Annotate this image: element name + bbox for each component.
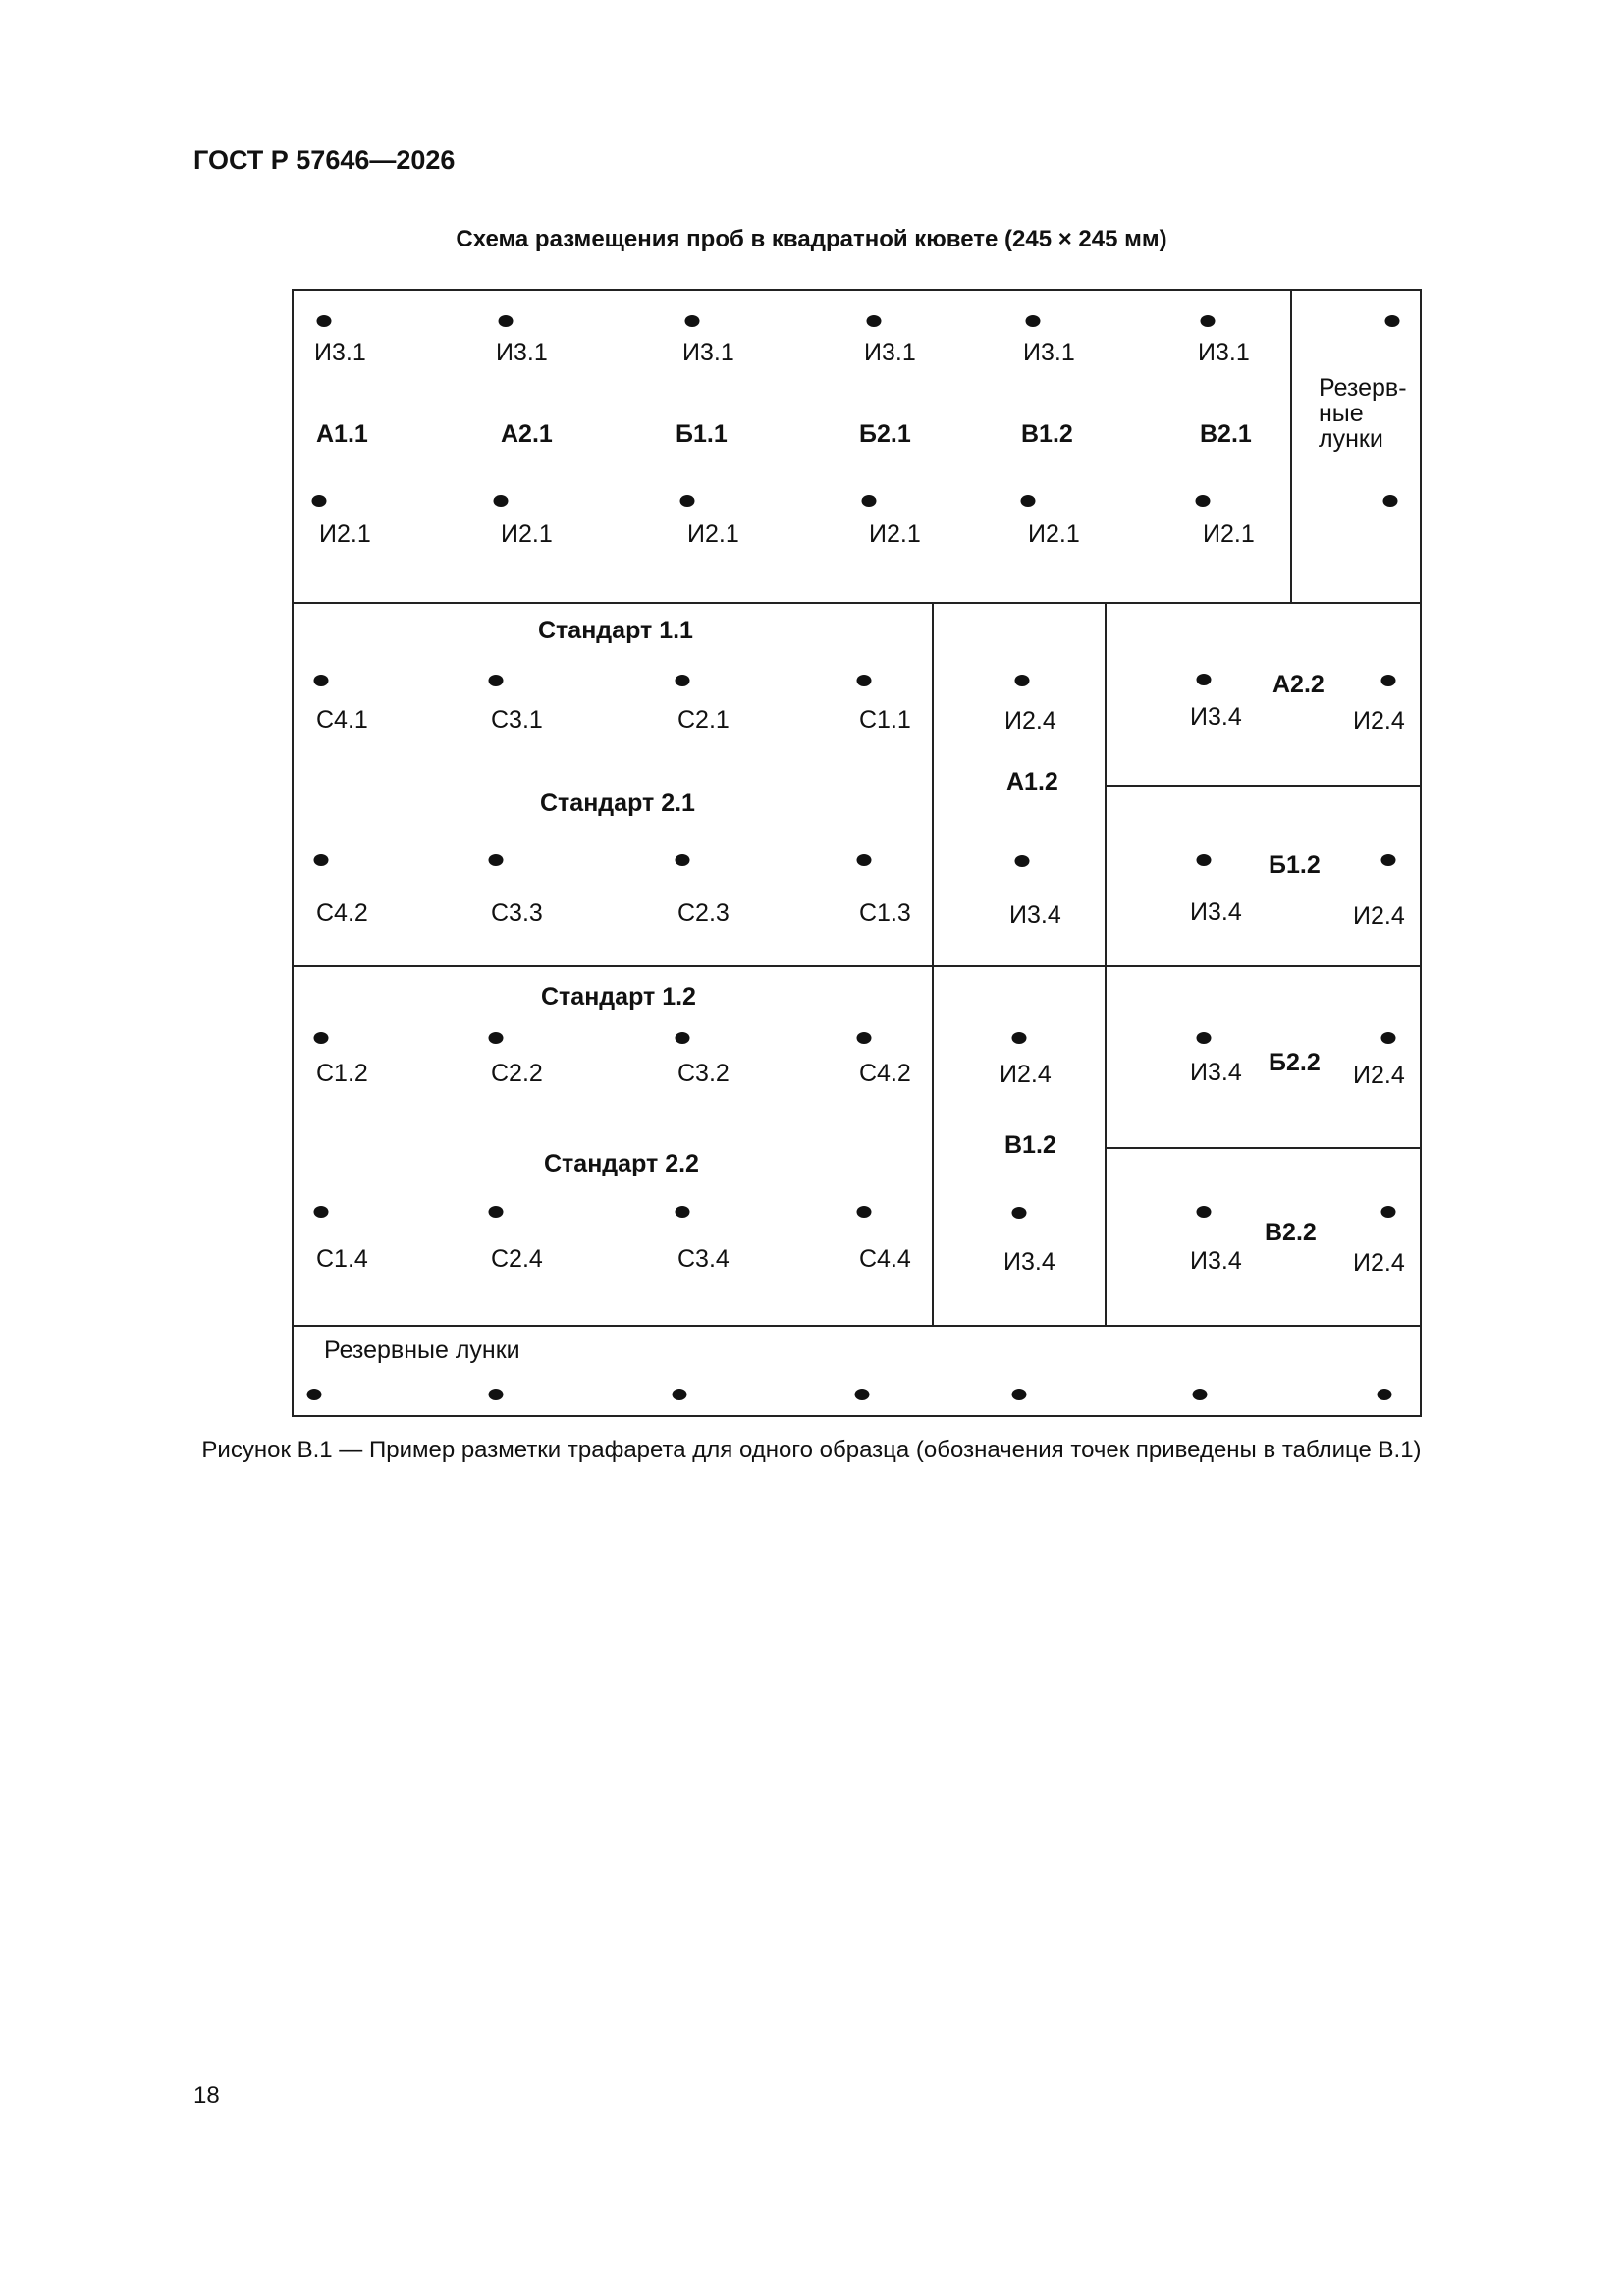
point-label: И3.4 <box>1009 902 1061 929</box>
standard-point-label: С3.1 <box>491 706 543 734</box>
point-label-lower: И2.1 <box>687 520 739 548</box>
standard-well-dot <box>489 675 504 686</box>
standard-title: Стандарт 1.2 <box>541 983 696 1011</box>
sample-label: А2.1 <box>501 420 553 448</box>
standard-well-dot <box>676 1206 690 1218</box>
sample-well-dot <box>317 315 332 327</box>
sample-well-dot <box>1196 495 1211 507</box>
point-label-upper: И3.1 <box>496 339 548 366</box>
sample-well-dot <box>1012 1032 1027 1044</box>
point-label-lower: И2.1 <box>501 520 553 548</box>
point-label: И2.4 <box>1353 902 1405 930</box>
point-label-lower: И2.1 <box>319 520 371 548</box>
standard-title: Стандарт 2.2 <box>544 1150 699 1177</box>
sample-well-dot <box>1381 1206 1396 1218</box>
sample-well-dot <box>312 495 327 507</box>
sample-well-dot <box>1381 675 1396 686</box>
reserve-well-dot <box>1378 1389 1392 1400</box>
document-number: ГОСТ Р 57646—2026 <box>193 145 456 175</box>
standard-well-dot <box>489 1206 504 1218</box>
point-label: И3.4 <box>1190 1247 1242 1275</box>
reserve-well-dot <box>1193 1389 1208 1400</box>
standard-well-dot <box>314 854 329 866</box>
sample-well-dot <box>680 495 695 507</box>
sample-well-dot <box>685 315 700 327</box>
standard-point-label: С2.1 <box>677 706 730 734</box>
sample-label: В2.1 <box>1200 420 1252 448</box>
point-label-upper: И3.1 <box>1198 339 1250 366</box>
sample-well-dot <box>1021 495 1036 507</box>
standard-point-label: С1.2 <box>316 1060 368 1087</box>
standard-well-dot <box>314 675 329 686</box>
point-label-upper: И3.1 <box>864 339 916 366</box>
standard-point-label: С1.3 <box>859 900 911 927</box>
sample-label: Б1.2 <box>1269 851 1321 879</box>
reserve-well-dot <box>1383 495 1398 507</box>
sample-label: А1.1 <box>316 420 368 448</box>
point-label: И2.4 <box>1000 1061 1052 1088</box>
sample-well-dot <box>1015 855 1030 867</box>
standard-title: Стандарт 2.1 <box>540 790 695 817</box>
reserve-well-dot <box>673 1389 687 1400</box>
point-label: И2.4 <box>1353 1062 1405 1089</box>
standard-point-label: С3.3 <box>491 900 543 927</box>
standard-well-dot <box>676 1032 690 1044</box>
reserve-well-dot <box>855 1389 870 1400</box>
point-label: И3.4 <box>1190 703 1242 731</box>
standard-well-dot <box>857 1206 872 1218</box>
point-label: И3.4 <box>1003 1248 1055 1276</box>
reserve-well-dot <box>489 1389 504 1400</box>
standard-point-label: С4.2 <box>316 900 368 927</box>
sample-label: Б1.1 <box>676 420 728 448</box>
sample-well-dot <box>1197 674 1212 685</box>
standard-well-dot <box>489 1032 504 1044</box>
sample-label: Б2.2 <box>1269 1049 1321 1076</box>
reserve-label: Резерв- <box>1319 374 1407 402</box>
sample-label: В1.2 <box>1021 420 1073 448</box>
sample-well-dot <box>499 315 514 327</box>
point-label: И2.4 <box>1353 707 1405 735</box>
standard-well-dot <box>676 675 690 686</box>
point-label-upper: И3.1 <box>314 339 366 366</box>
sample-label: Б2.1 <box>859 420 911 448</box>
page-number: 18 <box>193 2082 220 2108</box>
standard-well-dot <box>314 1032 329 1044</box>
diagram-title: Схема размещения проб в квадратной кювете (245 × 245 мм) <box>456 226 1167 252</box>
standard-point-label: С4.1 <box>316 706 368 734</box>
standard-point-label: С2.2 <box>491 1060 543 1087</box>
sample-well-dot <box>1026 315 1041 327</box>
point-label-lower: И2.1 <box>869 520 921 548</box>
standard-point-label: С4.2 <box>859 1060 911 1087</box>
reserve-well-dot <box>307 1389 322 1400</box>
sample-well-dot <box>1197 1206 1212 1218</box>
point-label-upper: И3.1 <box>1023 339 1075 366</box>
sample-well-dot <box>1197 1032 1212 1044</box>
sample-label: В1.2 <box>1004 1131 1056 1159</box>
standard-point-label: С3.4 <box>677 1245 730 1273</box>
standard-point-label: С2.3 <box>677 900 730 927</box>
sample-well-dot <box>862 495 877 507</box>
reserve-well-dot <box>1385 315 1400 327</box>
sample-well-dot <box>1012 1207 1027 1219</box>
standard-point-label: С4.4 <box>859 1245 911 1273</box>
standard-title: Стандарт 1.1 <box>538 617 693 644</box>
point-label-upper: И3.1 <box>682 339 734 366</box>
grid-lines <box>293 290 1421 1416</box>
reserve-well-dot <box>1012 1389 1027 1400</box>
standard-well-dot <box>857 675 872 686</box>
sample-well-dot <box>1201 315 1216 327</box>
point-label: И2.4 <box>1004 707 1056 735</box>
standard-point-label: С2.4 <box>491 1245 543 1273</box>
sample-label: А2.2 <box>1272 671 1325 698</box>
sample-well-dot <box>1381 1032 1396 1044</box>
sample-label: В2.2 <box>1265 1219 1317 1246</box>
figure-caption: Рисунок В.1 — Пример разметки трафарета для одного образца (обозначения точек приведены в таблице В.1) <box>201 1437 1422 1463</box>
standard-well-dot <box>489 854 504 866</box>
sample-well-dot <box>494 495 509 507</box>
standard-well-dot <box>314 1206 329 1218</box>
point-label-lower: И2.1 <box>1203 520 1255 548</box>
cuvette-outline <box>293 290 1421 1416</box>
standard-well-dot <box>857 1032 872 1044</box>
standard-point-label: С3.2 <box>677 1060 730 1087</box>
sample-well-dot <box>867 315 882 327</box>
standard-point-label: С1.4 <box>316 1245 368 1273</box>
point-label: И3.4 <box>1190 1059 1242 1086</box>
sample-label: А1.2 <box>1006 768 1058 795</box>
standard-well-dot <box>676 854 690 866</box>
reserve-label: ные <box>1319 400 1364 427</box>
standard-well-dot <box>857 854 872 866</box>
reserve-label: лунки <box>1319 425 1383 453</box>
point-label-lower: И2.1 <box>1028 520 1080 548</box>
point-label: И3.4 <box>1190 899 1242 926</box>
sample-well-dot <box>1197 854 1212 866</box>
standard-point-label: С1.1 <box>859 706 911 734</box>
sample-well-dot <box>1381 854 1396 866</box>
sample-well-dot <box>1015 675 1030 686</box>
reserve-label: Резервные лунки <box>324 1337 520 1364</box>
point-label: И2.4 <box>1353 1249 1405 1277</box>
